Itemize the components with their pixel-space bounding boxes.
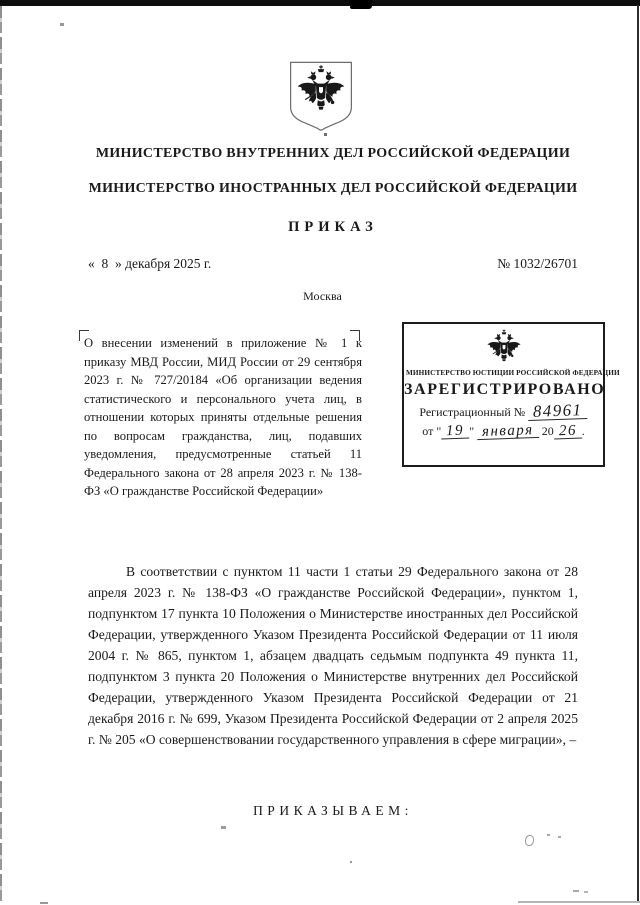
stamp-reg-number-handwritten: 84961 [528, 402, 588, 421]
order-subject: О внесении изменений в приложение № 1 к приказу МВД России, МИД России от 29 сентября 2023 г. № 727/20184 «Об организации ведения статистического и персонального учета лиц, в отношении которых приняты отдельные решения по вопросам гражданства, лиц, подавших уведомления, предусмотренные статьей 11 Федерального закона от 28 апреля 2023 г. № 138-ФЗ «О гражданстве Российской Федерации» [84, 336, 362, 498]
stamp-ministry-label: МИНИСТЕРСТВО ЮСТИЦИИ РОССИЙСКОЙ ФЕДЕРАЦИИ [405, 368, 620, 377]
date-number-row [88, 256, 578, 272]
scan-artifact-top-edge [0, 0, 640, 6]
scan-speck [40, 902, 48, 904]
city-label: Москва [303, 289, 342, 303]
ministry-line-2: МИНИСТЕРСТВО ИНОСТРАННЫХ ДЕЛ РОССИЙСКОЙ ФЕДЕРАЦИИ [88, 181, 578, 196]
stamp-date-prefix: от " [422, 424, 442, 438]
coat-of-arms-icon [283, 60, 359, 134]
scan-speck [573, 890, 579, 892]
scan-speck [558, 836, 561, 838]
stamp-reg-label: Регистрационный № [419, 405, 526, 419]
scan-artifact-left-edge [0, 6, 2, 903]
scan-speck [584, 891, 588, 893]
scan-artifact-top-blob [350, 0, 372, 9]
stamp-date-month-handwritten: января [477, 423, 539, 440]
scan-speck [547, 834, 550, 836]
document-number: № 1032/26701 [497, 256, 578, 271]
scan-speck [221, 826, 226, 829]
scan-speck [350, 861, 352, 863]
scan-artifact-right-edge [637, 5, 639, 903]
stamp-date-day-handwritten: 19 [441, 424, 470, 440]
document-type-title: ПРИКАЗ [288, 219, 378, 235]
stamp-date-suffix: . [581, 424, 585, 438]
stamp-date-line [404, 424, 603, 439]
stamp-date-mid: " [469, 424, 475, 438]
scan-speck [60, 23, 64, 26]
ministry-line-1: МИНИСТЕРСТВО ВНУТРЕННИХ ДЕЛ РОССИЙСКОЙ ФЕДЕРАЦИИ [95, 146, 571, 161]
stamp-registration-number-line [404, 400, 603, 421]
stamp-registered-label: ЗАРЕГИСТРИРОВАНО [404, 381, 606, 398]
order-preamble: В соответствии с пунктом 11 части 1 статьи 29 Федерального закона от 28 апреля 2023 г. № 138-ФЗ «О гражданстве Российской Федерации», пунктом 1, подпунктом 17 пункта 10 Положения о Министерстве иностранных дел Российской Федерации, утвержденного Указом Президента Российской Федерации от 11 июля 2004 г. № 865, пунктом 1, абзацем двадцать седьмым подпункта 49 пункта 11, подпунктом 3 пункта 20 Положения о Министерстве внутренних дел Российской Федерации, утвержденного Указом Президента Российской Федерации от 21 декабря 2016 г. № 699, Указом Президента Российской Федерации от 2 апреля 2025 г. № 205 «О совершенствовании государственного управления в сфере миграции», – [88, 564, 578, 747]
document-date: « 8 » декабря 2025 г. [88, 256, 212, 271]
stamp-date-year-printed: 20 [541, 424, 554, 438]
stamp-date-year-handwritten: 26 [553, 424, 582, 440]
stamp-coat-of-arms-icon [483, 329, 525, 366]
decree-word: ПРИКАЗЫВАЕМ: [253, 803, 413, 818]
scan-artifact-bottom-line [518, 901, 640, 903]
registration-stamp [402, 322, 620, 467]
scan-speck [525, 835, 534, 846]
